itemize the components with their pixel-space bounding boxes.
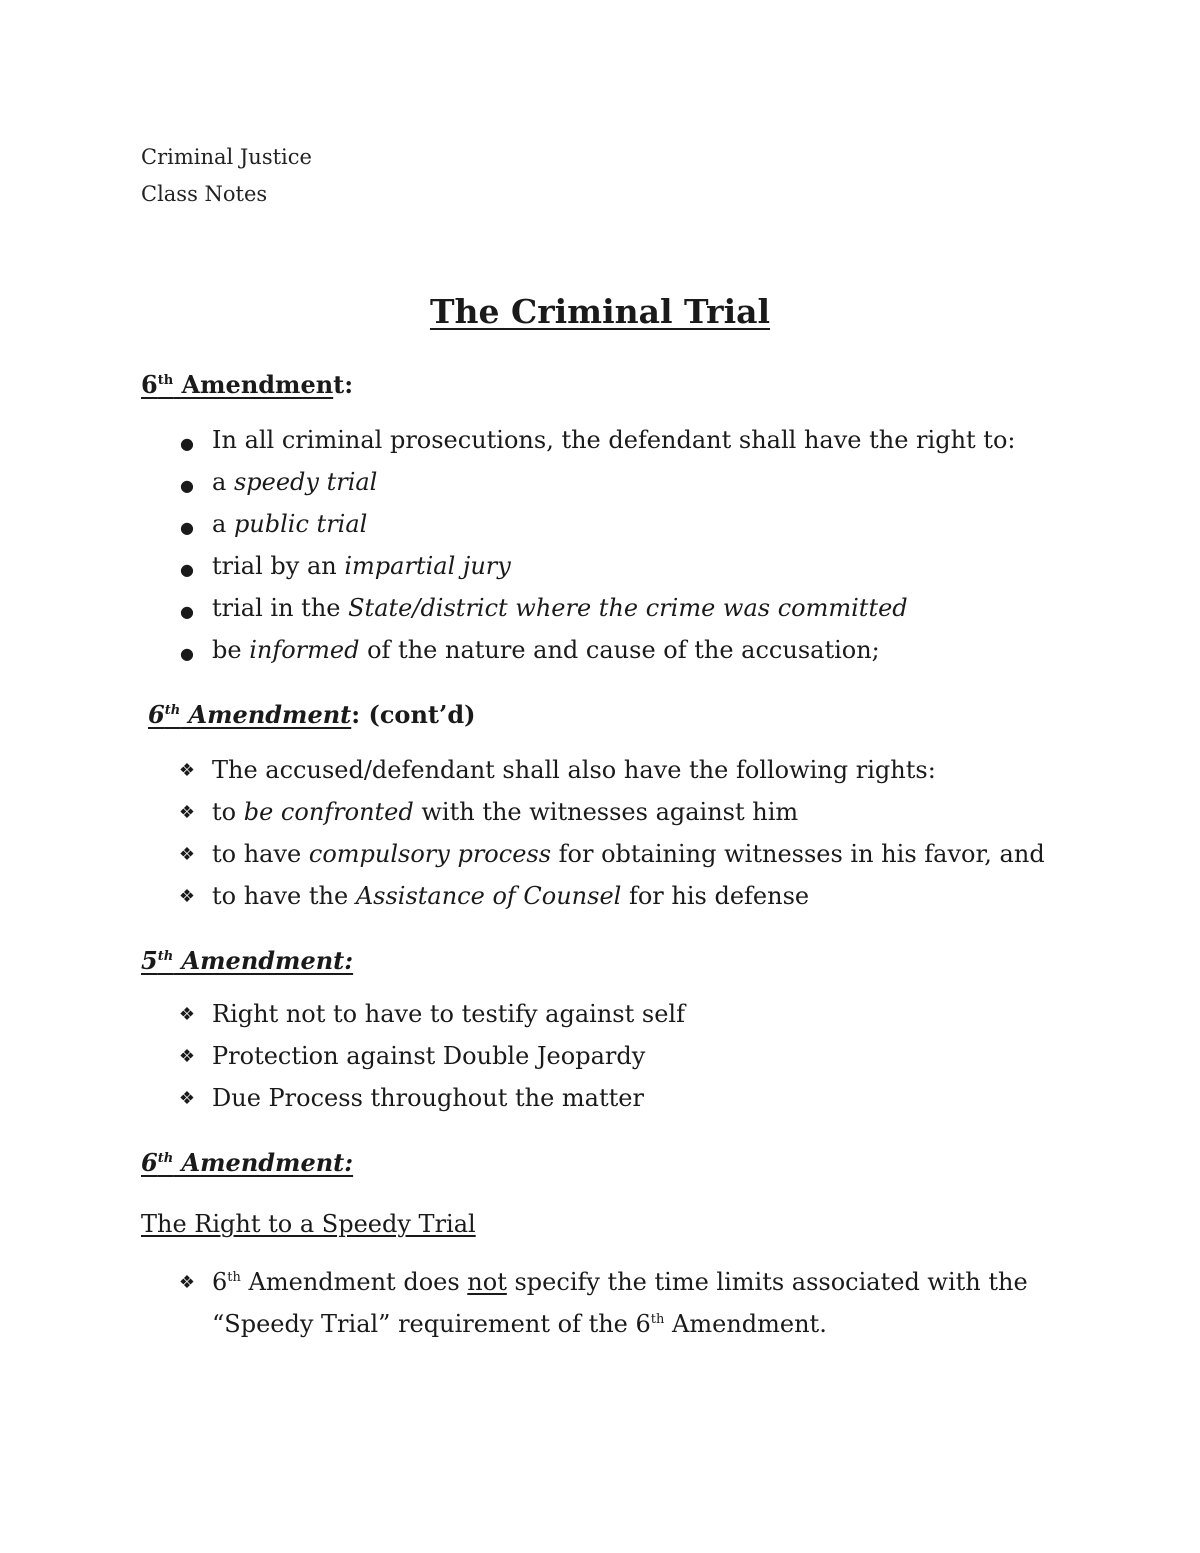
bullet-icon: ● <box>180 602 194 621</box>
list-item-continuation: “Speedy Trial” requirement of the 6th Amendment. <box>212 1310 827 1338</box>
section-heading-5th-amendment: 5th Amendment: <box>141 946 354 975</box>
list-item: In all criminal prosecutions, the defendant shall have the right to: <box>212 426 1016 454</box>
list-item: Due Process throughout the matter <box>212 1084 644 1112</box>
list-item: a public trial <box>212 510 368 538</box>
list-item: to be confronted with the witnesses against him <box>212 798 799 826</box>
list-item: Right not to have to testify against self <box>212 1000 685 1028</box>
amendment-number: 6 <box>141 370 158 399</box>
ordinal-suffix: th <box>157 373 174 388</box>
course-name: Criminal Justice <box>141 145 312 169</box>
notes-label: Class Notes <box>141 182 268 206</box>
diamond-bullet-icon: ❖ <box>178 844 196 865</box>
list-item: a speedy trial <box>212 468 378 496</box>
list-item: to have compulsory process for obtaining witnesses in his favor, and <box>212 840 1045 868</box>
list-item: Protection against Double Jeopardy <box>212 1042 646 1070</box>
diamond-bullet-icon: ❖ <box>178 1088 196 1109</box>
diamond-bullet-icon: ❖ <box>178 1272 196 1293</box>
bullet-icon: ● <box>180 560 194 579</box>
list-item: The accused/defendant shall also have the following rights: <box>212 756 936 784</box>
heading-tail: t: <box>333 370 354 399</box>
section-heading-6th-amendment <box>141 370 353 399</box>
bullet-icon: ● <box>180 644 194 663</box>
list-item: be informed of the nature and cause of the accusation; <box>212 636 880 664</box>
amendment-word: Amendmen <box>181 370 334 399</box>
list-item: trial in the State/district where the crime was committed <box>212 594 908 622</box>
list-item: 6th Amendment does not specify the time limits associated with the <box>212 1268 1028 1296</box>
bullet-icon: ● <box>180 434 194 453</box>
diamond-bullet-icon: ❖ <box>178 1004 196 1025</box>
subheading-speedy-trial: The Right to a Speedy Trial <box>141 1210 476 1238</box>
diamond-bullet-icon: ❖ <box>178 802 196 823</box>
list-item: to have the Assistance of Counsel for his defense <box>212 882 810 910</box>
section-heading-6th-amendment-contd: 6th Amendment: (cont’d) <box>148 700 476 729</box>
bullet-icon: ● <box>180 476 194 495</box>
list-item: trial by an impartial jury <box>212 552 511 580</box>
page-title: The Criminal Trial <box>429 292 771 331</box>
diamond-bullet-icon: ❖ <box>178 1046 196 1067</box>
section-heading-6th-amendment-2: 6th Amendment: <box>141 1148 354 1177</box>
bullet-icon: ● <box>180 518 194 537</box>
diamond-bullet-icon: ❖ <box>178 886 196 907</box>
diamond-bullet-icon: ❖ <box>178 760 196 781</box>
